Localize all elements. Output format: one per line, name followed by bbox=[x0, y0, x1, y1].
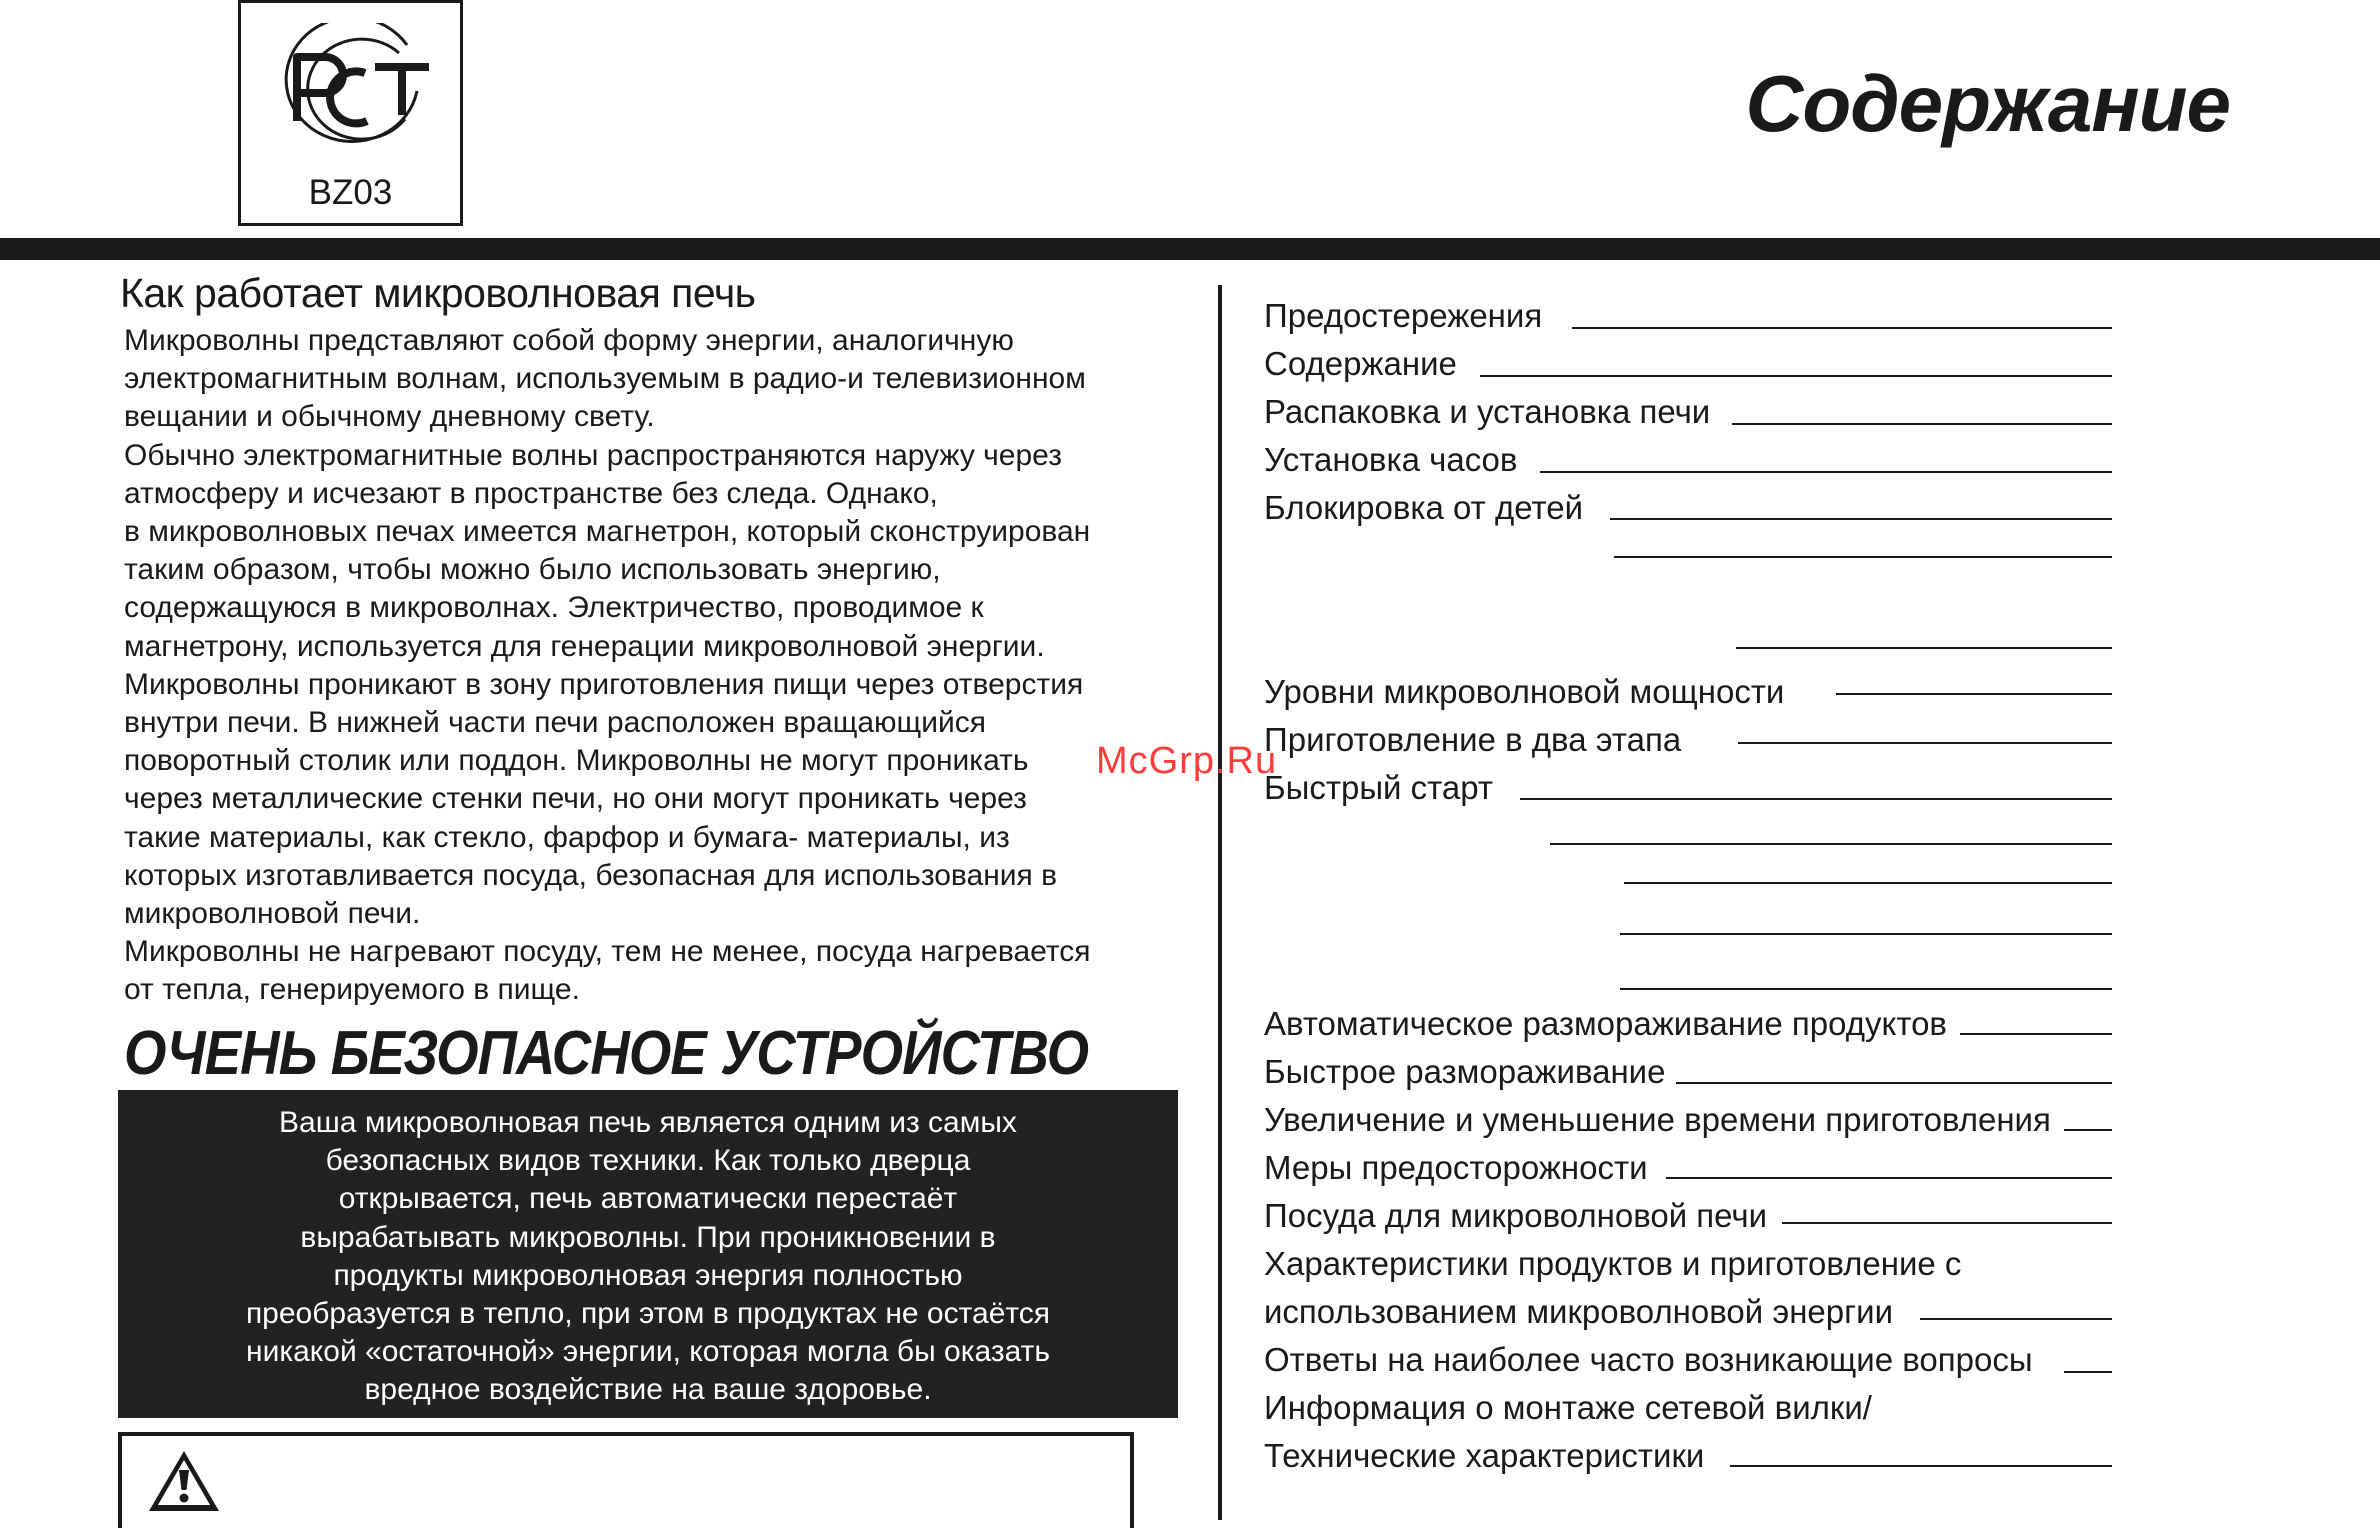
safety-line: продукты микроволновая энергия полностью bbox=[333, 1258, 963, 1292]
toc-leader bbox=[1610, 518, 2112, 520]
toc-item[interactable]: Характеристики продуктов и приготовление с bbox=[1264, 1245, 1962, 1282]
toc-item[interactable]: Информация о монтаже сетевой вилки/ bbox=[1264, 1389, 1872, 1426]
toc-leader bbox=[1614, 556, 2112, 558]
toc-leader bbox=[1540, 471, 2112, 473]
toc-leader bbox=[1782, 1222, 2112, 1224]
safety-notice bbox=[118, 1090, 1178, 1418]
body-line: внутри печи. В нижней части печи расположен вращающийся bbox=[124, 706, 987, 740]
certification-code: BZ03 bbox=[308, 173, 393, 212]
body-line: Микроволны проникают в зону приготовления пищи через отверстия bbox=[124, 667, 1084, 701]
toc-leader bbox=[1836, 693, 2112, 695]
body-line: такие материалы, как стекло, фарфор и бумага- материалы, из bbox=[124, 820, 1010, 854]
body-line: в микроволновых печах имеется магнетрон, который сконструирован bbox=[124, 515, 1091, 549]
body-line: от тепла, генерируемого в пище. bbox=[124, 973, 580, 1007]
toc-leader bbox=[1550, 843, 2112, 845]
toc-leader bbox=[1572, 327, 2112, 329]
safety-line: преобразуется в тепло, при этом в продуктах не остаётся bbox=[245, 1297, 1051, 1331]
section-body bbox=[124, 322, 1204, 1010]
safety-line: вредное воздействие на ваше здоровье. bbox=[364, 1373, 932, 1407]
toc-leader bbox=[1738, 742, 2112, 744]
toc-leader bbox=[1620, 933, 2112, 935]
toc-item[interactable]: Содержание bbox=[1264, 345, 1457, 382]
toc-leader bbox=[1732, 423, 2112, 425]
body-line: поворотный столик или поддон. Микроволны не могут проникать bbox=[124, 744, 1029, 778]
toc-item[interactable]: Автоматическое размораживание продуктов bbox=[1264, 1005, 1947, 1042]
toc-leader bbox=[1480, 375, 2112, 377]
body-line: Микроволны представляют собой форму энергии, аналогичную bbox=[124, 324, 1014, 357]
toc-item[interactable]: Блокировка от детей bbox=[1264, 489, 1584, 526]
toc-leader bbox=[2064, 1129, 2112, 1131]
body-line: атмосферу и исчезают в пространстве без следа. Однако, bbox=[124, 476, 938, 510]
toc-item[interactable]: использованием микроволновой энергии bbox=[1264, 1293, 1894, 1330]
safety-line: открывается, печь автоматически перестаёт bbox=[338, 1182, 958, 1216]
warning-triangle-icon bbox=[146, 1448, 222, 1514]
toc-item[interactable]: Распаковка и установка печи bbox=[1264, 393, 1711, 430]
toc-item[interactable]: Приготовление в два этапа bbox=[1264, 721, 1682, 758]
body-line: микроволновой печи. bbox=[124, 897, 421, 931]
toc-leader bbox=[1666, 1177, 2112, 1179]
toc-leader bbox=[1624, 882, 2112, 884]
toc-leader bbox=[1520, 798, 2112, 800]
toc-item[interactable]: Установка часов bbox=[1264, 441, 1518, 478]
body-line: которых изготавливается посуда, безопасная для использования в bbox=[124, 858, 1058, 892]
safety-line: никакой «остаточной» энергии, которая могла бы оказать bbox=[246, 1335, 1050, 1369]
toc-leader bbox=[1920, 1318, 2112, 1320]
body-line: электромагнитным волнам, используемым в радио-и телевизионном bbox=[124, 362, 1086, 396]
toc-item[interactable]: Ответы на наиболее часто возникающие вопросы bbox=[1264, 1341, 2033, 1378]
body-line: Обычно электромагнитные волны распространяются наружу через bbox=[124, 438, 1062, 472]
watermark-text: McGrp.Ru bbox=[1096, 740, 1278, 782]
body-line: магнетрону, используется для генерации микроволновой энергии. bbox=[124, 629, 1045, 663]
toc-item[interactable]: Увеличение и уменьшение времени приготовления bbox=[1264, 1101, 2051, 1138]
safety-line: Ваша микроволновая печь является одним из самых bbox=[279, 1106, 1017, 1139]
header-rule bbox=[0, 238, 2380, 260]
safety-line: безопасных видов техники. Как только дверца bbox=[325, 1144, 971, 1178]
toc-leader bbox=[1620, 988, 2112, 990]
safety-heading: ОЧЕНЬ БЕЗОПАСНОЕ УСТРОЙСТВО bbox=[124, 1019, 1089, 1088]
toc-item[interactable]: Быстрый старт bbox=[1264, 769, 1494, 806]
toc-leader bbox=[1730, 1465, 2112, 1467]
body-line: вещании и обычному дневному свету. bbox=[124, 400, 655, 434]
page-title: Содержание bbox=[1745, 59, 2230, 148]
warning-box bbox=[118, 1432, 1134, 1528]
toc-leader bbox=[1676, 1082, 2112, 1084]
toc-item[interactable]: Быстрое размораживание bbox=[1264, 1053, 1666, 1090]
toc-leader bbox=[2064, 1371, 2112, 1373]
toc-item[interactable]: Предостережения bbox=[1264, 297, 1543, 334]
toc-item[interactable]: Посуда для микроволновой печи bbox=[1264, 1197, 1768, 1234]
body-line: содержащуюся в микроволнах. Электричество, проводимое к bbox=[124, 591, 984, 625]
body-line: Микроволны не нагревают посуду, тем не менее, посуда нагревается bbox=[124, 935, 1091, 969]
rst-logo-icon bbox=[267, 23, 439, 163]
body-line: через металлические стенки печи, но они могут проникать через bbox=[124, 782, 1027, 816]
column-divider bbox=[1218, 285, 1222, 1520]
safety-line: вырабатывать микроволны. При проникновении в bbox=[300, 1220, 996, 1254]
toc-leader bbox=[1960, 1033, 2112, 1035]
toc-item[interactable]: Уровни микроволновой мощности bbox=[1264, 673, 1785, 710]
toc-item[interactable]: Технические характеристики bbox=[1264, 1437, 1705, 1474]
toc-item[interactable]: Меры предосторожности bbox=[1264, 1149, 1648, 1186]
toc-leader bbox=[1736, 647, 2112, 649]
certification-mark bbox=[238, 0, 463, 226]
section-heading: Как работает микроволновая печь bbox=[120, 270, 756, 316]
body-line: таким образом, чтобы можно было использовать энергию, bbox=[124, 553, 941, 587]
